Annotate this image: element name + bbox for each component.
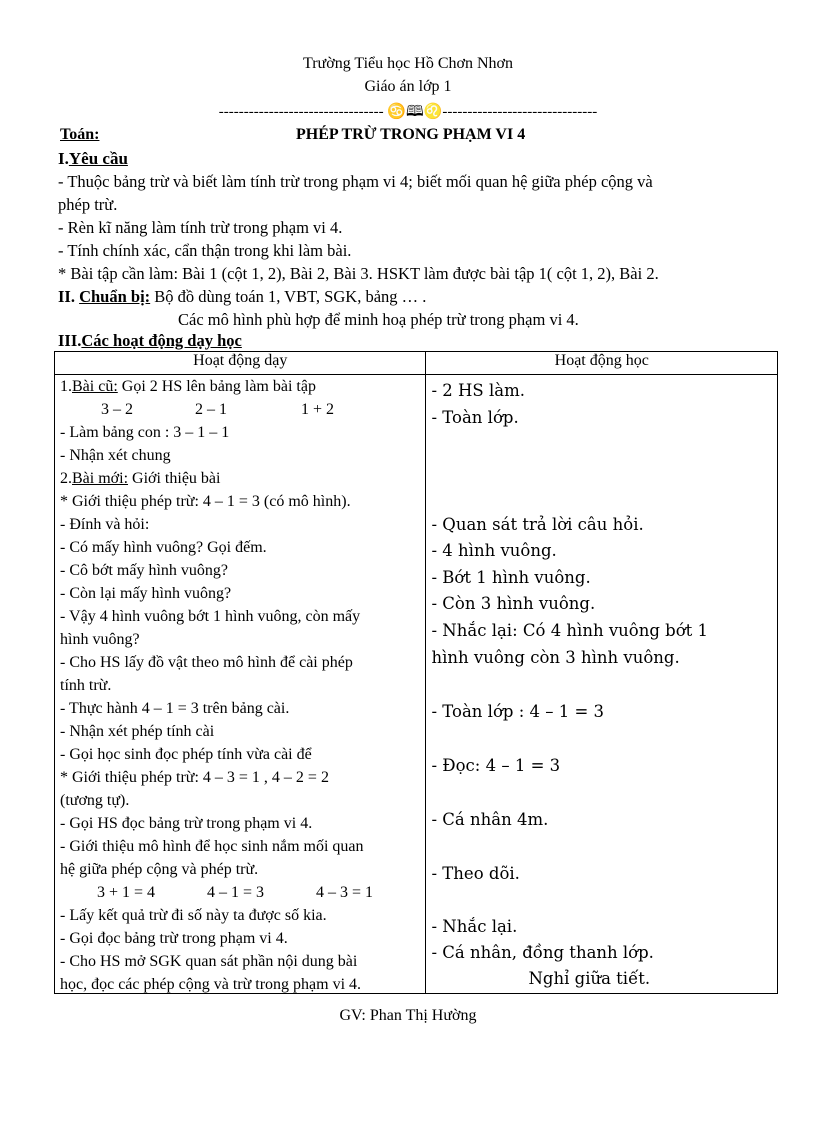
student-line-15: Nghỉ giữa tiết. <box>528 969 651 988</box>
teacher-column-header: Hoạt động dạy <box>55 352 426 375</box>
teacher-line-13: - Cho HS lấy đồ vật theo mô hình để cài phép <box>60 654 353 671</box>
student-column-header: Hoạt động học <box>426 352 778 375</box>
teacher-line-24: - Lấy kết quả trừ đi số này ta được số kia. <box>60 907 327 924</box>
student-line-12: - Theo dõi. <box>431 864 520 883</box>
student-line-11: - Cá nhân 4m. <box>431 810 549 829</box>
student-line-2: - Toàn lớp. <box>431 408 519 427</box>
teacher-line-8: - Có mấy hình vuông? Gọi đếm. <box>60 539 267 556</box>
section1-line-2: phép trừ. <box>58 195 118 214</box>
student-line-7: - Nhắc lại: Có 4 hình vuông bớt 1 <box>431 621 709 640</box>
student-line-1: - 2 HS làm. <box>431 381 525 400</box>
section2-line-1: II. Chuẩn bị: Bộ đồ dùng toán 1, VBT, SGK, bảng … . <box>58 287 427 306</box>
section2-line-2: Các mô hình phù hợp để minh hoạ phép trừ trong phạm vi 4. <box>178 310 579 329</box>
teacher-line-12: hình vuông? <box>60 631 140 648</box>
school-name: Trường Tiểu học Hồ Chơn Nhơn <box>303 55 513 72</box>
student-activities-cell <box>426 375 778 994</box>
teacher-line-10: - Còn lại mấy hình vuông? <box>60 585 232 602</box>
teacher-line-22: hệ giữa phép cộng và phép trừ. <box>60 861 259 878</box>
teacher-line-1: 1.Bài cũ: Gọi 2 HS lên bảng làm bài tập <box>60 378 316 395</box>
student-line-9: - Toàn lớp : 4 – 1 = 3 <box>431 702 605 721</box>
teacher-line-16: - Nhận xét phép tính cài <box>60 723 215 740</box>
teacher-eq-a: 3 + 1 = 4 <box>97 884 156 901</box>
student-line-3: - Quan sát trả lời câu hỏi. <box>431 515 644 534</box>
teacher-line-3: - Làm bảng con : 3 – 1 – 1 <box>60 424 230 441</box>
plan-title: Giáo án lớp 1 <box>364 78 452 95</box>
teacher-activities-cell <box>55 375 426 994</box>
teacher-calc-a: 3 – 2 <box>101 401 133 418</box>
student-line-4: - 4 hình vuông. <box>431 541 557 560</box>
teacher-line-20: - Gọi HS đọc bảng trừ trong phạm vi 4. <box>60 815 313 832</box>
teacher-line-5: 2.Bài mới: Giới thiệu bài <box>60 470 221 487</box>
teacher-line-7: - Đính và hỏi: <box>60 516 150 533</box>
section1-line-3: - Rèn kĩ năng làm tính trừ trong phạm vi 4. <box>58 218 343 237</box>
section1-line-5: * Bài tập cần làm: Bài 1 (cột 1, 2), Bài 2, Bài 3. HSKT làm được bài tập 1( cột 1, 2), Bài 2. <box>58 264 659 283</box>
teacher-name: GV: Phan Thị Hường <box>339 1007 477 1024</box>
subject-label: Toán: <box>60 126 100 143</box>
teacher-eq-c: 4 – 3 = 1 <box>316 884 374 901</box>
teacher-line-27: học, đọc các phép cộng và trừ trong phạm vi 4. <box>60 976 362 993</box>
student-line-8: hình vuông còn 3 hình vuông. <box>431 648 680 667</box>
header-divider: --------------------------------- ♋🕮♌------------------------------- <box>218 104 598 120</box>
teacher-line-9: - Cô bớt mấy hình vuông? <box>60 562 228 579</box>
teacher-line-19: (tương tự). <box>60 792 130 809</box>
teacher-line-18: * Giới thiệu phép trừ: 4 – 3 = 1 , 4 – 2 = 2 <box>60 769 329 786</box>
section1-line-1: - Thuộc bảng trừ và biết làm tính trừ trong phạm vi 4; biết mối quan hệ giữa phép cộng và <box>58 172 653 191</box>
teacher-calc-c: 1 + 2 <box>301 401 335 418</box>
student-line-14: - Cá nhân, đồng thanh lớp. <box>431 943 654 962</box>
lesson-title: PHÉP TRỪ TRONG PHẠM VI 4 <box>296 126 526 143</box>
teacher-line-6: * Giới thiệu phép trừ: 4 – 1 = 3 (có mô hình). <box>60 493 351 510</box>
student-line-6: - Còn 3 hình vuông. <box>431 594 596 613</box>
activities-table <box>54 351 778 994</box>
section1-line-4: - Tính chính xác, cẩn thận trong khi làm bài. <box>58 241 352 260</box>
teacher-line-26: - Cho HS mở SGK quan sát phần nội dung bài <box>60 953 358 970</box>
student-line-13: - Nhắc lại. <box>431 917 518 936</box>
section3-heading: III.Các hoạt động dạy học <box>58 331 242 350</box>
teacher-calc-b: 2 – 1 <box>195 401 227 418</box>
teacher-line-21: - Giới thiệu mô hình để học sinh nắm mối quan <box>60 838 364 855</box>
student-line-10: - Đọc: 4 – 1 = 3 <box>431 756 561 775</box>
teacher-line-14: tính trừ. <box>60 677 112 694</box>
student-line-5: - Bớt 1 hình vuông. <box>431 568 591 587</box>
teacher-line-11: - Vậy 4 hình vuông bớt 1 hình vuông, còn mấy <box>60 608 361 625</box>
teacher-eq-b: 4 – 1 = 3 <box>207 884 265 901</box>
section1-heading: I.Yêu cầu <box>58 149 128 168</box>
teacher-line-17: - Gọi học sinh đọc phép tính vừa cài để <box>60 746 312 763</box>
teacher-line-25: - Gọi đọc bảng trừ trong phạm vi 4. <box>60 930 288 947</box>
teacher-line-4: - Nhận xét chung <box>60 447 171 464</box>
teacher-line-15: - Thực hành 4 – 1 = 3 trên bảng cài. <box>60 700 290 717</box>
